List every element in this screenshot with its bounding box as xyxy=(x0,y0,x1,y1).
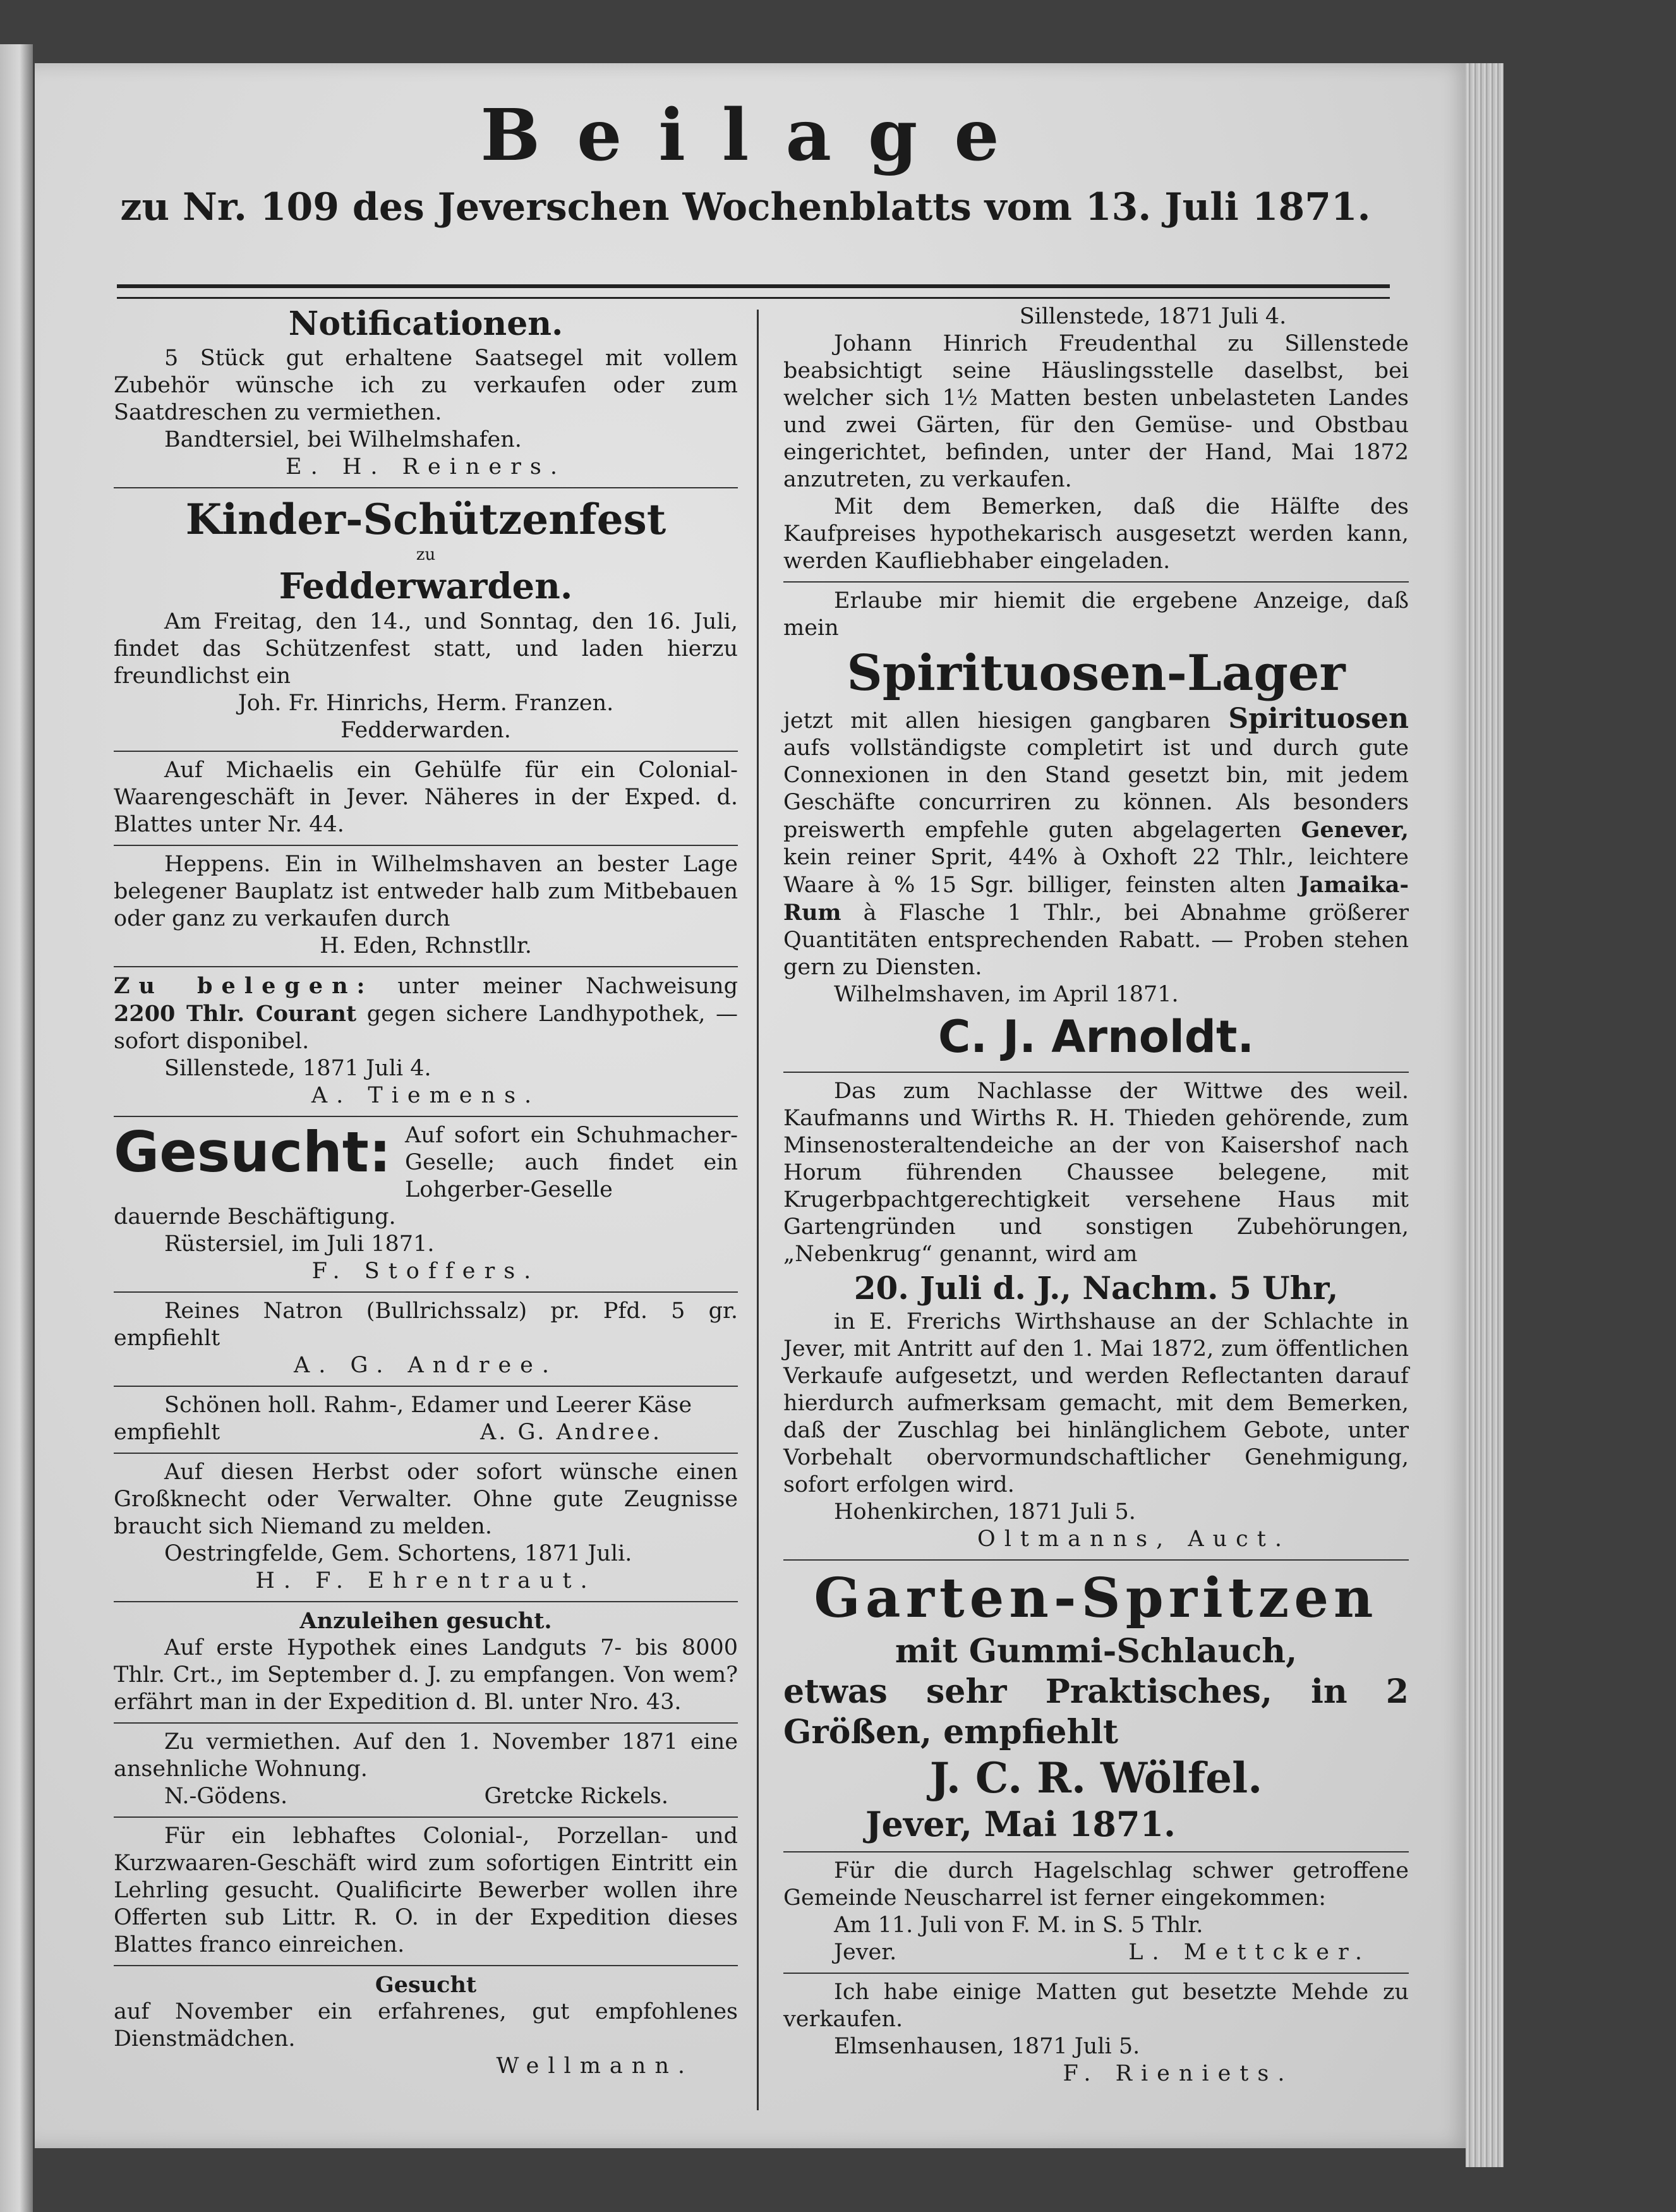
ad-text: kein reiner Sprit, 44% à Oxhoft 22 Thlr., leichtere Waare à % 15 Sgr. billiger, feinsten alten xyxy=(783,845,1409,898)
ad-lead: Zu belegen: xyxy=(114,973,374,999)
ad-place: Rüstersiel, im Juli 1871. xyxy=(164,1231,435,1257)
ad-auction-date: 20. Juli d. J., Nachm. 5 Uhr, xyxy=(853,1269,1339,1307)
ad-text: 5 Stück gut erhaltene Saatsegel mit vollem Zubehör wünsche ich zu verkaufen oder zum Saatdreschen zu vermiethen. xyxy=(114,346,738,425)
ad-donation-line: Am 11. Juli von F. M. in S. 5 Thlr. xyxy=(834,1913,1203,1938)
heading-garten-spritzen: Garten-Spritzen xyxy=(814,1566,1378,1630)
ad-text: Schönen holl. Rahm-, Edamer und Leerer Käse xyxy=(164,1393,692,1418)
ad-text: Heppens. Ein in Wilhelmshaven an bester Lage belegener Bauplatz ist entweder halb zum Mitbebauen oder ganz zu verkaufen durch xyxy=(114,852,738,931)
ad-text: à Flasche 1 Thlr., bei Abnahme größerer Quantitäten entsprechenden Rabatt. — Proben stehen gern zu Diensten. xyxy=(783,900,1409,980)
ad-signature: E. H. Reiners. xyxy=(286,454,566,480)
column-divider xyxy=(757,310,759,2110)
heading-fedderwarden: Fedderwarden. xyxy=(279,565,573,607)
ad-text: Auf erste Hypothek eines Landguts 7- bis 8000 Thlr. Crt., im September d. J. zu empfangen. Von wem? erfährt man in der Expedition d. Bl. unter Nro. 43. xyxy=(114,1635,738,1715)
ad-text: aufs vollständigste completirt ist und durch gute Connexionen in den Stand gesetzt bin, mit jedem Geschäfte concurriren zu können. Als besonders preiswerth empfehle guten abgelagerten xyxy=(783,735,1409,843)
ad-anzuleihen xyxy=(114,1607,738,1716)
ad-text: Auf Michaelis ein Gehülfe für ein Colonial-Waarengeschäft in Jever. Näheres in der Exped. d. Blattes unter Nr. 44. xyxy=(114,758,738,837)
ad-separator xyxy=(114,487,738,488)
ad-signature: A. G. Andree. xyxy=(480,1420,662,1445)
ad-signature: Wellmann. xyxy=(496,2053,694,2079)
ad-text: unter meiner Nachweisung xyxy=(373,974,739,999)
page-subtitle: zu Nr. 109 des Jeverschen Wochenblatts vom 13. Juli 1871. xyxy=(120,185,1371,229)
ad-kinder-schuetzenfest xyxy=(114,493,738,744)
ad-separator xyxy=(114,1116,738,1117)
ad-kaese xyxy=(114,1392,738,1446)
ad-signature: Gretcke Rickels. xyxy=(484,1784,668,1809)
ad-emphasis: Spirituosen xyxy=(1228,703,1409,735)
ad-michaelis xyxy=(114,757,738,838)
left-column xyxy=(114,303,738,2080)
ad-place: Sillenstede, 1871 Juli 4. xyxy=(164,1056,431,1081)
ad-separator xyxy=(114,845,738,846)
ad-signature: C. J. Arnoldt. xyxy=(937,1011,1255,1063)
ad-text: Mit dem Bemerken, daß die Hälfte des Kaufpreises hypothekarisch ausgesetzt werden kann, werden Kaufliebhaber eingeladen. xyxy=(783,494,1409,574)
ad-signature: H. F. Ehrentraut. xyxy=(255,1568,596,1593)
ad-date: Sillenstede, 1871 Juli 4. xyxy=(1019,304,1287,329)
ad-separator xyxy=(114,1601,738,1602)
ad-emphasis: Genever, xyxy=(1301,817,1409,843)
ad-place: Fedderwarden. xyxy=(341,718,511,743)
ad-natron xyxy=(114,1298,738,1379)
ad-matten xyxy=(783,1979,1409,2088)
ad-garten-spritzen xyxy=(783,1566,1409,1845)
ad-signature: Oltmanns, Auct. xyxy=(977,1526,1291,1552)
ad-text: Das zum Nachlasse der Wittwe des weil. Kaufmanns und Wirths R. H. Thieden gehörende, zum Minsenosteraltendeiche an der von Kaisershof nach Horum führenden Chaussee belegene, mit Krugerbpachtgerechtigkeit versehene Haus mit Gartengründen und sonstigen Zubehörungen, „Nebenkrug“ genannt, wird am xyxy=(783,1079,1409,1267)
page-stack-edge xyxy=(1466,63,1504,2167)
ad-place: Elmsenhausen, 1871 Juli 5. xyxy=(834,2034,1140,2059)
ad-place: Hohenkirchen, 1871 Juli 5. xyxy=(834,1499,1136,1525)
ad-vermiethen xyxy=(114,1729,738,1810)
ad-place: N.-Gödens. xyxy=(164,1784,288,1809)
ad-nachlasse xyxy=(783,1078,1409,1553)
masthead-rule xyxy=(117,284,1390,299)
ad-signature: H. Eden, Rchnstllr. xyxy=(320,933,532,958)
ad-place: Oestringfelde, Gem. Schortens, 1871 Juli. xyxy=(164,1541,632,1566)
facing-page-edge xyxy=(0,44,33,2212)
ad-emphasis: Jamaika-Rum xyxy=(783,872,1409,926)
ad-signature: J. C. R. Wölfel. xyxy=(929,1753,1263,1803)
ad-heppens xyxy=(114,851,738,960)
ad-text: Erlaube mir hiemit die ergebene Anzeige, daß mein xyxy=(783,588,1409,641)
heading-zu: zu xyxy=(416,545,436,564)
ad-separator xyxy=(114,966,738,967)
ad-text: in E. Frerichs Wirthshause an der Schlachte in Jever, mit Antritt auf den 1. Mai 1872, zum öffentlichen Verkaufe aufgesetzt, und werden Reflectanten darauf hierdurch aufmerksam gemacht, mit dem Bemerken, daß der Zuschlag bei hinlänglichem Gebote, unter Vorbehalt obervormundschaftlicher Genehmigung, sofort erfolgen wird. xyxy=(783,1309,1409,1497)
ad-text: empfiehlt xyxy=(114,1420,220,1445)
ad-amount: 2200 Thlr. Courant xyxy=(114,1001,357,1027)
ad-signature: A. Tiemens. xyxy=(311,1083,541,1108)
ad-text: auf November ein erfahrenes, gut empfohlenes Dienstmädchen. xyxy=(114,1999,738,2052)
heading-notificationen: Notificationen. xyxy=(288,305,564,343)
ad-hagelschlag xyxy=(783,1858,1409,1966)
ad-text: Für ein lebhaftes Colonial-, Porzellan- und Kurzwaaren-Geschäft wird zum sofortigen Eintritt ein Lehrling gesucht. Qualificirte Bewerber wollen ihre Offerten sub Littr. R. O. in der Expedition dieses Blattes franco einreichen. xyxy=(114,1823,738,1957)
ad-separator xyxy=(114,751,738,752)
gesucht-heading: Gesucht: xyxy=(114,1120,392,1185)
ad-separator xyxy=(114,1965,738,1966)
ad-signature: L. Mettcker. xyxy=(1128,1940,1371,1965)
ad-separator xyxy=(114,1291,738,1293)
ad-freudenthal xyxy=(783,303,1409,575)
ad-signature: F. Stoffers. xyxy=(311,1259,540,1284)
ad-text: Am Freitag, den 14., und Sonntag, den 16. Juli, findet das Schützenfest statt, und laden hierzu freundlichst ein xyxy=(114,609,738,689)
ad-heading: Anzuleihen gesucht. xyxy=(299,1608,552,1634)
ad-text: gegen sichere Landhypothek, — sofort disponibel. xyxy=(114,1001,738,1054)
ad-text: etwas sehr Praktisches, in 2 Größen, empfiehlt xyxy=(783,1672,1409,1751)
ad-signature: Joh. Fr. Hinrichs, Herm. Franzen. xyxy=(238,691,614,716)
ad-zu-belegen xyxy=(114,972,738,1109)
ad-separator xyxy=(114,1722,738,1724)
ad-gesucht-dienstmaedchen xyxy=(114,1971,738,2080)
ad-separator xyxy=(114,1386,738,1387)
ad-separator xyxy=(114,1453,738,1454)
ad-place: Wilhelmshaven, im April 1871. xyxy=(834,982,1179,1007)
ad-separator xyxy=(783,1559,1409,1561)
heading-kinder-schuetzenfest: Kinder-Schützenfest xyxy=(185,495,666,544)
ad-text: jetzt mit allen hiesigen gangbaren xyxy=(783,708,1229,734)
heading-spirituosen-lager: Spirituosen-Lager xyxy=(847,644,1346,702)
ad-grossknecht xyxy=(114,1459,738,1595)
ad-text: Reines Natron (Bullrichssalz) pr. Pfd. 5 gr. empfiehlt xyxy=(114,1298,738,1351)
right-column xyxy=(783,303,1409,2088)
ad-text: Zu vermiethen. Auf den 1. November 1871 eine ansehnliche Wohnung. xyxy=(114,1729,738,1782)
ad-lehrling xyxy=(114,1823,738,1959)
ad-signature: A. G. Andree. xyxy=(294,1353,558,1378)
masthead xyxy=(82,95,1409,233)
ad-separator xyxy=(783,1973,1409,1974)
ad-heading: Gesucht xyxy=(375,1972,477,1998)
ad-notificationen xyxy=(114,303,738,481)
ad-subheading: mit Gummi-Schlauch, xyxy=(895,1632,1298,1671)
ad-text: Auf diesen Herbst oder sofort wünsche einen Großknecht oder Verwalter. Ohne gute Zeugnisse braucht sich Niemand zu melden. xyxy=(114,1460,738,1539)
ad-place: Jever. xyxy=(834,1940,897,1965)
ad-gesucht-schuhmacher xyxy=(114,1122,738,1285)
ad-spirituosen xyxy=(783,588,1409,1065)
ad-text: Ich habe einige Matten gut besetzte Mehde zu verkaufen. xyxy=(783,1979,1409,2032)
ad-place: Jever, Mai 1871. xyxy=(865,1804,1176,1844)
ad-text: Auf sofort ein Schuhmacher-Geselle; auch findet ein Lohgerber-Geselle xyxy=(405,1123,738,1202)
ad-signature: F. Rieniets. xyxy=(1063,2061,1294,2086)
ad-separator xyxy=(783,1072,1409,1073)
ad-place: Bandtersiel, bei Wilhelmshafen. xyxy=(164,427,522,452)
ad-text-continued: dauernde Beschäftigung. xyxy=(114,1204,396,1230)
ad-separator xyxy=(783,1851,1409,1852)
ad-text: Johann Hinrich Freudenthal zu Sillenstede beabsichtigt seine Häuslingsstelle daselbst, bei welcher sich 1½ Matten besten unbelasteten Landes und zwei Gärten, für den Gemüse- und Obstbau eingerichtet, befinden, unter der Hand, Mai 1872 anzutreten, zu verkaufen. xyxy=(783,331,1409,492)
ad-text: Für die durch Hagelschlag schwer getroffene Gemeinde Neuscharrel ist ferner eingekommen: xyxy=(783,1858,1409,1911)
ad-separator xyxy=(114,1816,738,1818)
ad-separator xyxy=(783,581,1409,583)
page-title: Beilage xyxy=(480,94,1036,177)
